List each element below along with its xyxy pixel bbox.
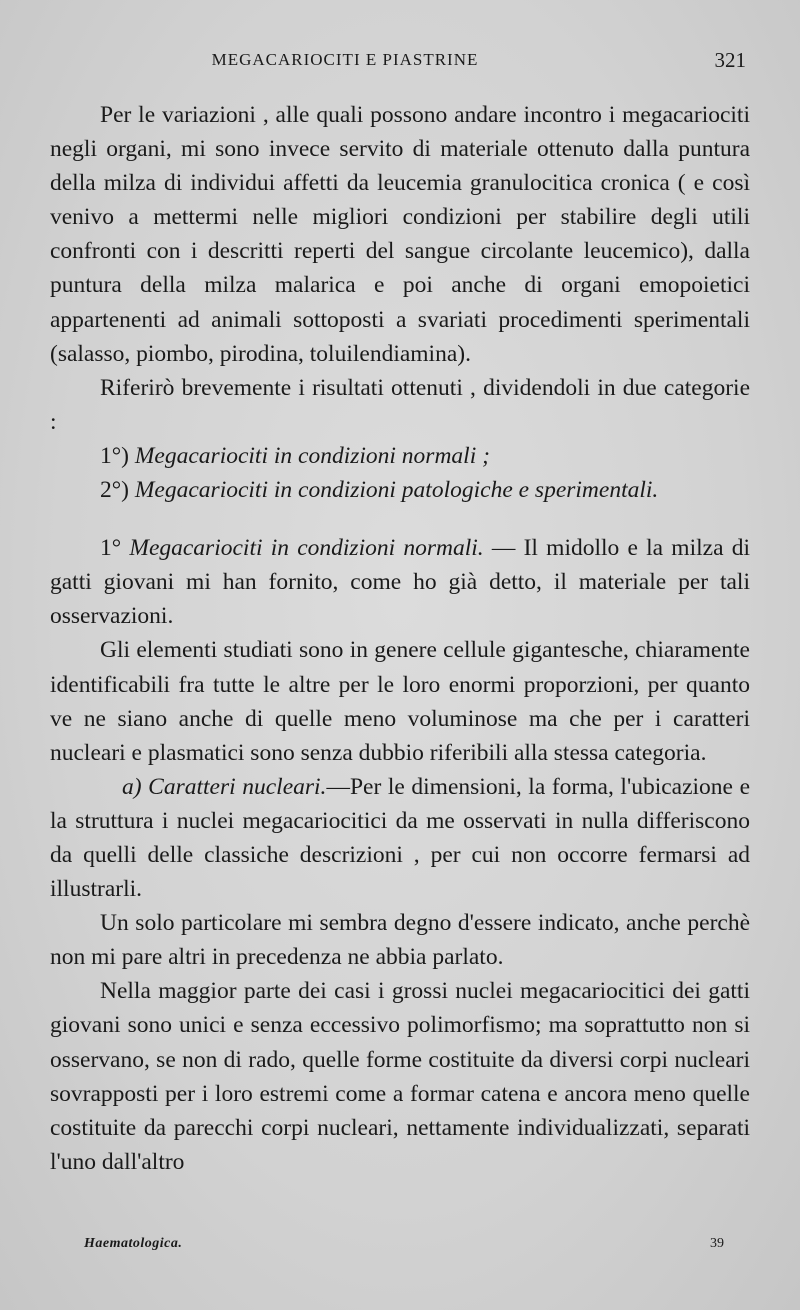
page-footer: [84, 1236, 724, 1256]
list-item-1: [100, 439, 750, 473]
paragraph-7: Nella maggior parte dei casi i grossi nuclei megacariocitici dei gatti giovani sono unici e senza eccessivo polimorfismo; ma soprattutto non si osservano, se non di rado, quelle forme costituite da diversi corpi nucleari sovrapposti per i loro estremi come a formar catena e ancora meno quelle costituite da parecchi corpi nucleari, nettamente individualizzati, separati l'uno dall'altro: [50, 978, 750, 1175]
running-title: MEGACARIOCITI E PIASTRINE: [211, 50, 479, 69]
page-number: 321: [714, 48, 746, 72]
section-paragraph: [50, 531, 750, 633]
page-header: [50, 48, 750, 78]
signature-mark: 39: [710, 1236, 724, 1251]
paragraph-1: Per le variazioni , alle quali possono andare incontro i megacariociti negli organi, mi sono invece servito di materiale ottenuto dalla puntura della milza di individui affetti da leucemia granulocitica cronica ( e così venivo a mettermi nelle migliori condizioni per stabilire degli utili confronti con i descritti reperti del sangue circolante leucemico), dalla puntura della milza malarica e poi anche di organi emopoietici appartenenti ad animali sottoposti a svariati procedimenti sperimentali (salasso, piombo, pirodina, toluilendiamina).: [50, 102, 750, 367]
section-text: — Il midollo e la milza di gatti giovani mi han fornito, come ho già detto, il materiale per tali osservazioni.: [50, 535, 751, 630]
paragraph-6: Un solo particolare mi sembra degno d'essere indicato, anche perchè non mi pare altri in precedenza ne abbia parlato.: [50, 910, 750, 971]
section-gap: [50, 507, 750, 531]
subsection-label: a) Caratteri nucleari.: [122, 773, 327, 800]
list-item-2: [100, 473, 750, 507]
list-item-1-text: Megacariociti in condizioni normali ;: [134, 442, 490, 469]
list-item-2-text: Megacariociti in condizioni patologiche e sperimentali.: [134, 477, 659, 504]
section-title: Megacariociti in condizioni normali.: [129, 535, 484, 562]
body-text: [50, 98, 750, 1179]
subsection-paragraph: [50, 770, 750, 906]
section-number: 1°: [100, 535, 122, 562]
subsection-text: —Per le dimensioni, la forma, l'ubicazione e la struttura i nuclei megacariocitici da me osservati in nulla differiscono da quelli delle classiche descrizioni , per cui non occorre fermarsi ad illustrarli.: [50, 773, 750, 903]
list-item-2-number: 2°): [100, 477, 129, 504]
paragraph-2: Riferirò brevemente i risultati ottenuti , dividendoli in due categorie :: [50, 374, 750, 435]
journal-name: Haematologica.: [84, 1236, 183, 1251]
paragraph-4: Gli elementi studiati sono in genere cellule gigantesche, chiaramente identificabili fra tutte le altre per le loro enormi proporzioni, per quanto ve ne siano anche di quelle meno voluminose ma che per i caratteri nucleari e plasmatici sono senza dubbio riferibili alla stessa categoria.: [50, 637, 750, 766]
list-item-1-number: 1°): [100, 442, 129, 469]
